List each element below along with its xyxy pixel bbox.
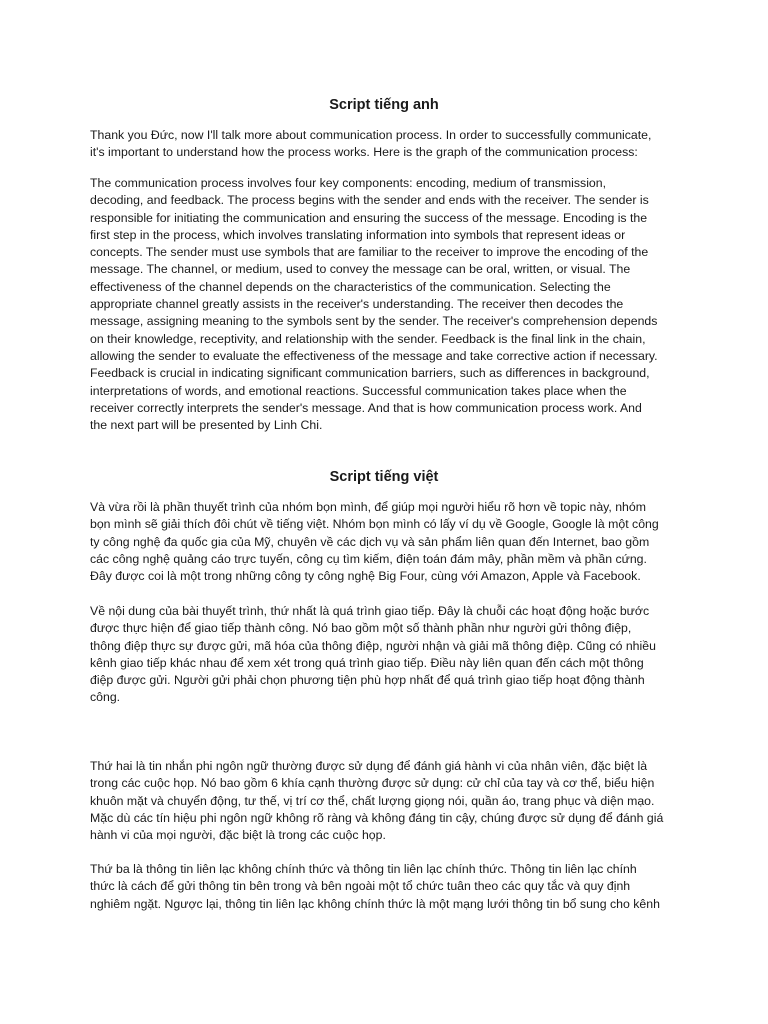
text-line: effectiveness of the channel depends on the characteristics of the communication. Selecting the (90, 279, 611, 294)
text-line: message, assigning meaning to the symbols sent by the sender. The receiver's comprehension depends (90, 314, 658, 329)
text-line: Thứ ba là thông tin liên lạc không chính thức và thông tin liên lạc chính thức. Thông tin liên lạc chính (90, 862, 637, 876)
text-line: ty công nghệ đa quốc gia của Mỹ, chuyên về các dịch vụ và sản phẩm liên quan đến Internet, bao gồm (90, 534, 650, 549)
text-line: first step in the process, which involves translating information into symbols that represent ideas or (90, 227, 626, 242)
text-line: decoding, and feedback. The process begins with the sender and ends with the receiver. The sender is (90, 193, 649, 208)
text-line: interpretations of words, and emotional reactions. Successful communication takes place when the (90, 383, 627, 398)
text-line: hành vi của mọi người, đặc biệt là trong các cuộc họp. (90, 828, 386, 843)
text-line: appropriate channel greatly assists in the receiver's understanding. The receiver then decodes the (90, 297, 624, 312)
text-line: message. The channel, or medium, used to convey the message can be oral, written, or visual. The (90, 262, 631, 277)
text-line: Thứ hai là tin nhắn phi ngôn ngữ thường được sử dụng để đánh giá hành vi của nhân viên, đặc biệt là (90, 759, 648, 773)
paragraph (90, 603, 656, 707)
text-line: it's important to understand how the process works. Here is the graph of the communication process: (90, 145, 638, 160)
paragraph (90, 175, 658, 434)
text-line: concepts. The sender must use symbols that are familiar to the receiver to improve the encoding of the (90, 245, 649, 260)
text-line: responsible for initiating the communication and ensuring the success of the message. Encoding is the (90, 210, 648, 225)
text-line: Feedback is crucial in indicating significant communication barriers, such as differences in background, (90, 366, 650, 381)
text-line: công. (90, 690, 121, 705)
text-line: Và vừa rồi là phần thuyết trình của nhóm bọn mình, để giúp mọi người hiểu rõ hơn về topic này, nhóm (90, 500, 646, 514)
text-line: khuôn mặt và chuyển động, tư thế, vị trí cơ thể, chất lượng giọng nói, quần áo, trang phục và diện mạo. (90, 793, 655, 808)
text-line: on their knowledge, receptivity, and relationship with the sender. Feedback is the final link in the chain, (90, 331, 646, 346)
text-line: Mặc dù các tín hiệu phi ngôn ngữ không rõ ràng và không đáng tin cậy, chúng được sử dụng để đánh giá (90, 810, 664, 825)
paragraph (90, 758, 663, 844)
text-line: allowing the sender to evaluate the effectiveness of the message and take corrective action if necessary. (90, 348, 658, 363)
text-line: receiver correctly interprets the sender's message. And that is how communication process work. And (90, 400, 642, 415)
text-line: điệp được gửi. Người gửi phải chọn phương tiện phù hợp nhất để quá trình giao tiếp hoạt động thành (90, 673, 645, 688)
text-line: trong các cuộc họp. Nó bao gồm 6 khía cạnh thường được sử dụng: cử chỉ của tay và cơ thể, biểu hiện (90, 776, 655, 791)
text-line: nghiêm ngặt. Ngược lại, thông tin liên lạc không chính thức là một mạng lưới thông tin bổ sung cho kênh (90, 896, 660, 911)
paragraph (90, 861, 660, 913)
text-line: Về nội dung của bài thuyết trình, thứ nhất là quá trình giao tiếp. Đây là chuỗi các hoạt động hoặc bước (90, 604, 650, 618)
text-line: Đây được coi là một trong những công ty công nghệ Big Four, cùng với Amazon, Apple và Facebook. (90, 569, 641, 584)
section-title-english: Script tiếng anh (329, 97, 439, 113)
text-line: Thank you Đức, now I'll talk more about communication process. In order to successfully communicate, (90, 128, 652, 142)
text-line: the next part will be presented by Linh Chi. (90, 418, 323, 433)
section-title-vietnamese: Script tiếng việt (329, 469, 439, 485)
text-line: các công nghệ quảng cáo trực tuyến, công cụ tìm kiếm, điện toán đám mây, phần mềm và phần cứng. (90, 551, 647, 566)
text-line: được thực hiện để giao tiếp thành công. Nó bao gồm một số thành phần như người gửi thông điệp, (90, 621, 632, 636)
paragraph (90, 499, 659, 585)
text-line: kênh giao tiếp khác nhau để xem xét trong quá trình giao tiếp. Điều này liên quan đến cách một thông (90, 655, 644, 670)
text-line: bọn mình sẽ giải thích đôi chút về tiếng việt. Nhóm bọn mình có lấy ví dụ về Google, Google là một công (90, 517, 659, 532)
text-line: The communication process involves four key components: encoding, medium of transmission, (90, 176, 607, 190)
text-line: thông điệp thực sự được gửi, mã hóa của thông điệp, người nhận và giải mã thông điệp. Cũng có nhiều (90, 638, 656, 653)
text-line: thức là cách để gửi thông tin bên trong và bên ngoài một tổ chức tuân theo các quy tắc và quy định (90, 879, 631, 894)
paragraph (90, 127, 651, 162)
